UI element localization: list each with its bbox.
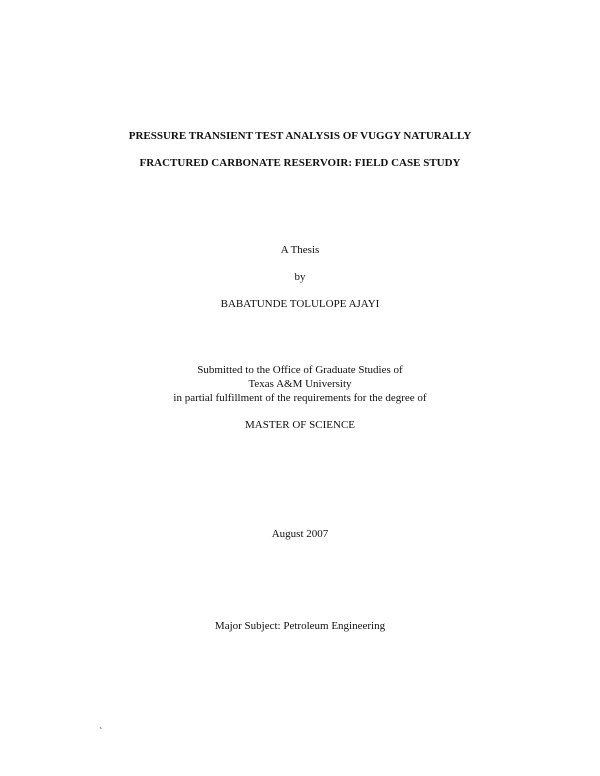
- date: August 2007: [271, 528, 329, 540]
- submission-line-2: Texas A&M University: [248, 378, 352, 390]
- submission-line-3: in partial fulfillment of the requirements for the degree of: [173, 392, 427, 404]
- submission-line-1: Submitted to the Office of Graduate Studies of: [197, 364, 403, 376]
- footer-mark: `: [99, 727, 103, 738]
- by-label: by: [294, 271, 306, 283]
- major-subject: Major Subject: Petroleum Engineering: [214, 620, 386, 632]
- thesis-title-line-2: FRACTURED CARBONATE RESERVOIR: FIELD CASE STUDY: [139, 157, 461, 169]
- author-name: BABATUNDE TOLULOPE AJAYI: [220, 298, 380, 310]
- thesis-title-line-1: PRESSURE TRANSIENT TEST ANALYSIS OF VUGGY NATURALLY: [128, 130, 472, 142]
- document-type: A Thesis: [280, 244, 320, 256]
- degree: MASTER OF SCIENCE: [244, 419, 356, 431]
